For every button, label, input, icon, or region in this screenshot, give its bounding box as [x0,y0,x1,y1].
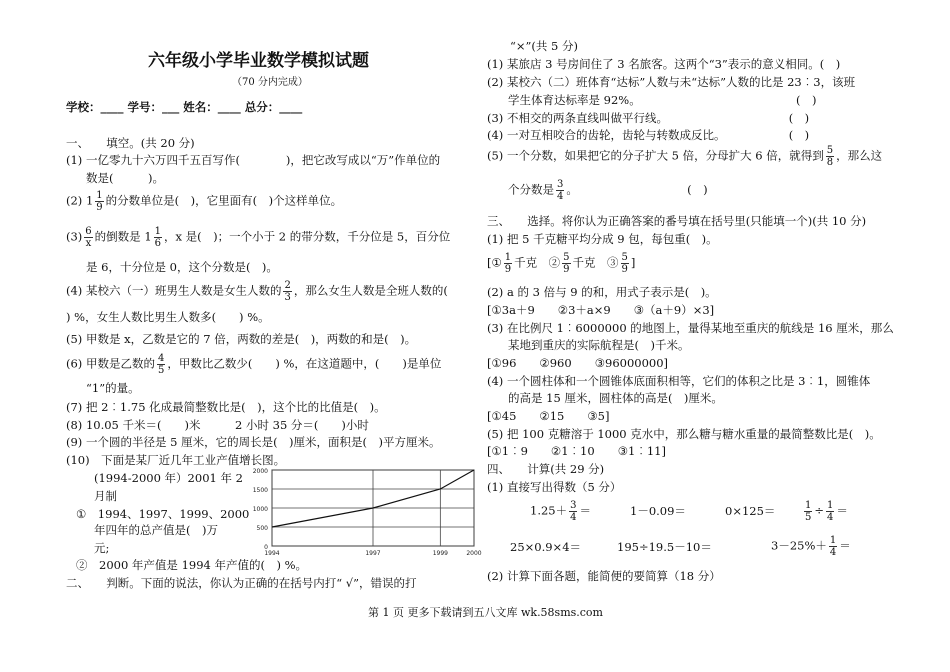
fraction: $\frac{2}{3}$ [284,280,291,303]
q10-item1-line2: 年四年的总产值是( )万 [94,523,218,537]
section-2-continued: “×”(共 5 分) [510,39,578,53]
q1-line1: (1) 一亿零九十六万四千五百写作( )，把它改写成以“万”作单位的 [66,153,441,167]
q6-line2: “1”的量。 [86,381,140,395]
section-1-header: 一、 填空。(共 20 分) [66,136,195,150]
fraction: $\frac{5}{8}$ [826,145,834,168]
x-tick-label: 1994 [264,550,280,557]
expr-1: 1.25＋ $\frac{3}{4}$ ＝ [530,500,591,523]
q9: (9) 一个圆的半径是 5 厘米，它的周长是( )厘米，面积是( )平方厘米。 [66,435,441,449]
q2: (2) 1 $\frac{1}{9}$ 的分数单位是( )，它里面有( )个这样单位。 [66,190,343,213]
judge-1: (1) 某旅店 3 号房间住了 3 名旅客。这两个“3”表示的意义相同。( ) [487,57,841,71]
time-note: （70 分内完成） [232,77,308,88]
judge-2-line1: (2) 某校六（二）班体育“达标”人数与未“达标”人数的比是 23︰3，该班 [487,75,856,89]
choice-4-line2: 的高是 15 厘米，圆柱体的高是( )厘米。 [508,391,723,405]
choice-4-line1: (4) 一个圆柱体和一个圆锥体底面积相等，它们的体积之比是 3︰1，圆锥体 [487,374,871,388]
judge-3: (3) 不相交的两条直线叫做平行线。 ( ) [487,111,810,125]
q7: (7) 把 2︰1.75 化成最简整数比是( )，这个比的比值是( )。 [66,400,386,414]
q4-line2: ) %，女生人数比男生人数多( ) %。 [66,310,270,324]
q10-item1-line3: 元; [94,541,110,555]
production-growth-chart [244,466,480,558]
expr-2: 1－0.09＝ [630,504,686,518]
choice-3-options: [①96 ②960 ③96000000] [487,356,669,370]
expr-4: $\frac{1}{5}$ ÷ $\frac{1}{4}$ ＝ [805,500,848,523]
judge-4: (4) 一对互相咬合的齿轮，齿轮与转数成反比。 ( ) [487,128,810,142]
fraction: $\frac{6}{x}$ [85,226,92,249]
calc-2: (2) 计算下面各题，能简便的要简算（18 分） [487,569,721,583]
section-4-header: 四、 计算(共 29 分) [487,462,605,476]
page-title: 六年级小学毕业数学模拟试题 [148,51,369,71]
x-tick-label: 1999 [432,550,448,557]
fraction: $\frac{1}{6}$ [154,226,162,249]
x-tick-label: 2000 [466,550,482,557]
q8: (8) 10.05 千米＝( )米 2 小时 35 分＝( )小时 [66,418,369,432]
choice-1-options: [① $\frac{1}{9}$ 千克 ② $\frac{5}{9}$ 千克 ③ $\frac{5}{9}$ ] [487,252,636,275]
x-tick-label: 1997 [365,550,381,557]
fraction: $\frac{5}{9}$ [621,252,628,275]
y-tick-label: 0 [264,544,268,551]
choice-3-line2: 某地到重庆的实际航程是( )千米。 [508,338,690,352]
fraction: $\frac{3}{4}$ [557,179,564,202]
y-tick-label: 500 [256,525,268,532]
q3-line2: 是 6，十分位是 0，这个分数是( )。 [86,260,278,274]
q10: (10) 下面是某厂近几年工业产值增长图。 [66,453,286,467]
expr-6: 195÷19.5－10＝ [617,540,712,554]
fraction: $\frac{3}{4}$ [570,500,577,523]
y-tick-label: 2000 [252,468,268,475]
judge-2-line2: 学生体育达标率是 92%。 ( ) [508,93,817,107]
y-tick-label: 1500 [252,487,268,494]
judge-5-line1: (5) 一个分数，如果把它的分子扩大 5 倍，分母扩大 6 倍，就得到 $\frac{5}{8}$ ，那么这 [487,145,883,168]
choice-5: (5) 把 100 克糖溶于 1000 克水中，那么糖与糖水重量的最简整数比是( )。 [487,427,881,441]
q10-item1-line1: ① 1994、1997、1999、2000 [76,507,250,521]
choice-3-line1: (3) 在比例尺 1︰6000000 的地图上，量得某地至重庆的航线是 16 厘米，那么 [487,321,894,335]
section-2-header: 二、 判断。下面的说法，你认为正确的在括号内打“ √”，错误的打 [66,576,417,590]
q4-line1: (4) 某校六（一）班男生人数是女生人数的 $\frac{2}{3}$ ，那么女生人数是全班人数的( [66,280,448,303]
expr-5: 25×0.9×4＝ [510,540,582,554]
expr-3: 0×125＝ [725,504,776,518]
section-3-header: 三、 选择。将你认为正确答案的番号填在括号里(只能填一个)(共 10 分) [487,214,867,228]
q10-item2: ② 2000 年产值是 1994 年产值的( ) %。 [76,558,308,572]
choice-2-options: [①3a＋9 ②3＋a×9 ③（a＋9）×3] [487,303,715,317]
choice-5-options: [①1︰9 ②1︰10 ③1︰11] [487,444,666,458]
q6-line1: (6) 甲数是乙数的 $\frac{4}{5}$ ，甲数比乙数少( ) %，在这道题中，( )是单位 [66,353,442,376]
y-tick-label: 1000 [252,506,268,513]
fraction: $\frac{4}{5}$ [157,353,165,376]
q3-line1: (3) $\frac{6}{x}$ 的倒数是 1 $\frac{1}{6}$ ，x 是( )；一个小于 2 的带分数，千分位是 5，百分位 [66,226,451,249]
page-footer: 第 1 页 更多下载请到五八文库 wk.58sms.com [368,606,603,619]
expr-7: 3－25%＋ $\frac{1}{4}$ ＝ [771,535,851,558]
fraction: $\frac{5}{9}$ [563,252,570,275]
fraction: $\frac{1}{4}$ [829,535,837,558]
choice-2: (2) a 的 3 倍与 9 的和，用式子表示是( )。 [487,285,717,299]
fraction: $\frac{1}{4}$ [827,500,834,523]
q1-line2: 数是( )。 [86,171,164,185]
judge-5-line2: 个分数是 $\frac{3}{4}$ 。 ( ) [508,179,708,202]
q10-caption-2: 月制 [94,489,117,503]
choice-4-options: [①45 ②15 ③5] [487,409,610,423]
q10-caption-1: (1994-2000 年）2001 年 2 [94,471,243,485]
fraction: $\frac{1}{9}$ [504,252,512,275]
info-line: 学校：____ 学号：___ 姓名：____ 总分：____ [66,100,303,114]
q5: (5) 甲数是 x，乙数是它的 7 倍，两数的差是( )，两数的和是( )。 [66,332,417,346]
choice-1: (1) 把 5 千克糖平均分成 9 包，每包重( )。 [487,232,718,246]
fraction: $\frac{1}{9}$ [96,190,103,213]
calc-1: (1) 直接写出得数（5 分） [487,480,622,494]
fraction: $\frac{1}{5}$ [805,500,812,523]
